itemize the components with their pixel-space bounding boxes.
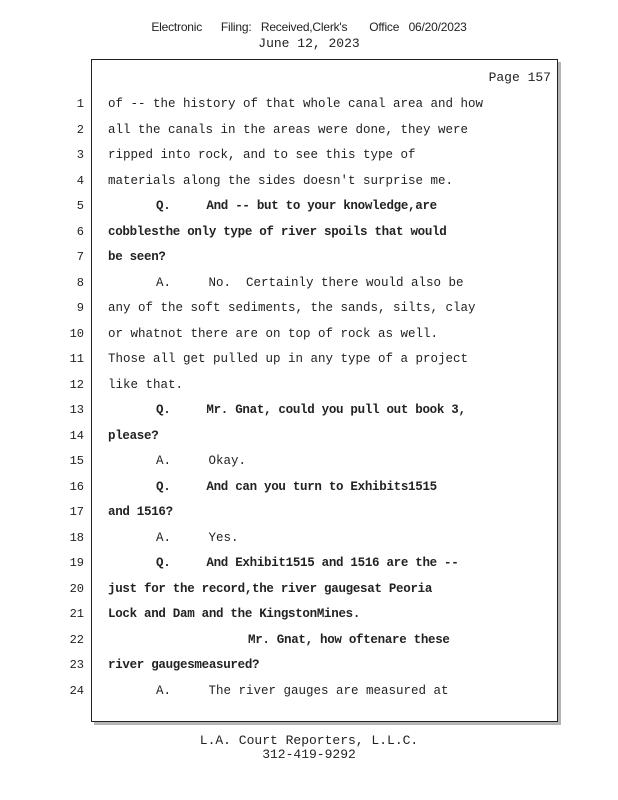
line-text: just for the record,the river gaugesat Peoria <box>108 581 433 596</box>
line-number: 21 <box>69 607 84 621</box>
line-number: 19 <box>69 556 84 570</box>
transcript-line <box>0 402 618 424</box>
transcript-line <box>0 683 618 705</box>
line-text: please? <box>108 428 159 443</box>
transcript-line <box>0 632 618 654</box>
transcript-line <box>0 275 618 297</box>
line-text: ripped into rock, and to see this type of <box>108 148 416 162</box>
line-text: Q. And -- but to your knowledge,are <box>156 199 437 213</box>
line-number: 18 <box>69 530 84 545</box>
line-number: 2 <box>76 122 84 137</box>
line-number: 22 <box>69 632 84 647</box>
line-number: 16 <box>69 479 84 494</box>
line-number: 23 <box>69 658 84 672</box>
transcript-line <box>0 173 618 195</box>
transcript-line <box>0 377 618 399</box>
footer-company: L.A. Court Reporters, L.L.C. <box>199 733 419 748</box>
transcript-line <box>0 326 618 348</box>
line-number: 12 <box>69 377 84 392</box>
transcript-line <box>0 428 618 450</box>
transcript-line <box>0 96 618 118</box>
transcript-line <box>0 555 618 577</box>
line-text: Q. And Exhibit1515 and 1516 are the -- <box>156 556 459 570</box>
filing-stamp: Electronic Filing: Received,Clerk's Office 06/20/2023 <box>151 20 467 34</box>
transcript-line <box>0 453 618 475</box>
line-text: Lock and Dam and the KingstonMines. <box>108 607 361 621</box>
transcript-line <box>0 504 618 526</box>
transcript-line <box>0 198 618 220</box>
transcript-date: June 12, 2023 <box>258 36 360 51</box>
line-text: A. No. Certainly there would also be <box>156 275 464 290</box>
line-number: 4 <box>76 173 84 188</box>
line-number: 17 <box>69 505 84 519</box>
line-text: river gaugesmeasured? <box>108 658 260 672</box>
line-text: A. Okay. <box>156 454 247 468</box>
line-number: 20 <box>69 581 84 596</box>
line-text: A. Yes. <box>156 530 239 545</box>
line-text: be seen? <box>108 250 166 264</box>
line-text: or whatnot there are on top of rock as well. <box>108 326 439 341</box>
line-text: of -- the history of that whole canal area and how <box>108 97 484 111</box>
line-text: Mr. Gnat, how oftenare these <box>248 632 450 647</box>
line-text: Q. Mr. Gnat, could you pull out book 3, <box>156 403 466 417</box>
transcript-line <box>0 530 618 552</box>
line-number: 9 <box>76 301 84 315</box>
line-number: 6 <box>76 224 84 239</box>
transcript-line <box>0 657 618 679</box>
page-number: Page 157 <box>488 70 551 85</box>
line-number: 7 <box>76 250 84 264</box>
line-text: any of the soft sediments, the sands, silts, clay <box>108 301 476 315</box>
line-text: Those all get pulled up in any type of a project <box>108 352 469 366</box>
footer-phone: 312-419-9292 <box>262 747 356 762</box>
line-number: 15 <box>69 454 84 468</box>
line-number: 3 <box>76 148 84 162</box>
line-text: Q. And can you turn to Exhibits1515 <box>156 479 437 494</box>
line-number: 24 <box>69 683 84 698</box>
transcript-line <box>0 224 618 246</box>
transcript-line <box>0 351 618 373</box>
line-text: cobblesthe only type of river spoils that would <box>108 224 447 239</box>
line-number: 8 <box>76 275 84 290</box>
transcript-line <box>0 606 618 628</box>
line-number: 5 <box>76 199 84 213</box>
line-text: materials along the sides doesn't surprise me. <box>108 173 454 188</box>
transcript-line <box>0 581 618 603</box>
line-text: and 1516? <box>108 505 173 519</box>
transcript-line <box>0 147 618 169</box>
line-number: 11 <box>69 352 84 366</box>
transcript-line <box>0 479 618 501</box>
line-text: all the canals in the areas were done, they were <box>108 122 469 137</box>
line-text: like that. <box>108 377 184 392</box>
line-number: 1 <box>76 97 84 111</box>
transcript-line <box>0 122 618 144</box>
line-text: A. The river gauges are measured at <box>156 683 449 698</box>
transcript-line <box>0 300 618 322</box>
line-number: 14 <box>69 428 84 443</box>
transcript-line <box>0 249 618 271</box>
line-number: 13 <box>69 403 84 417</box>
line-number: 10 <box>69 326 84 341</box>
